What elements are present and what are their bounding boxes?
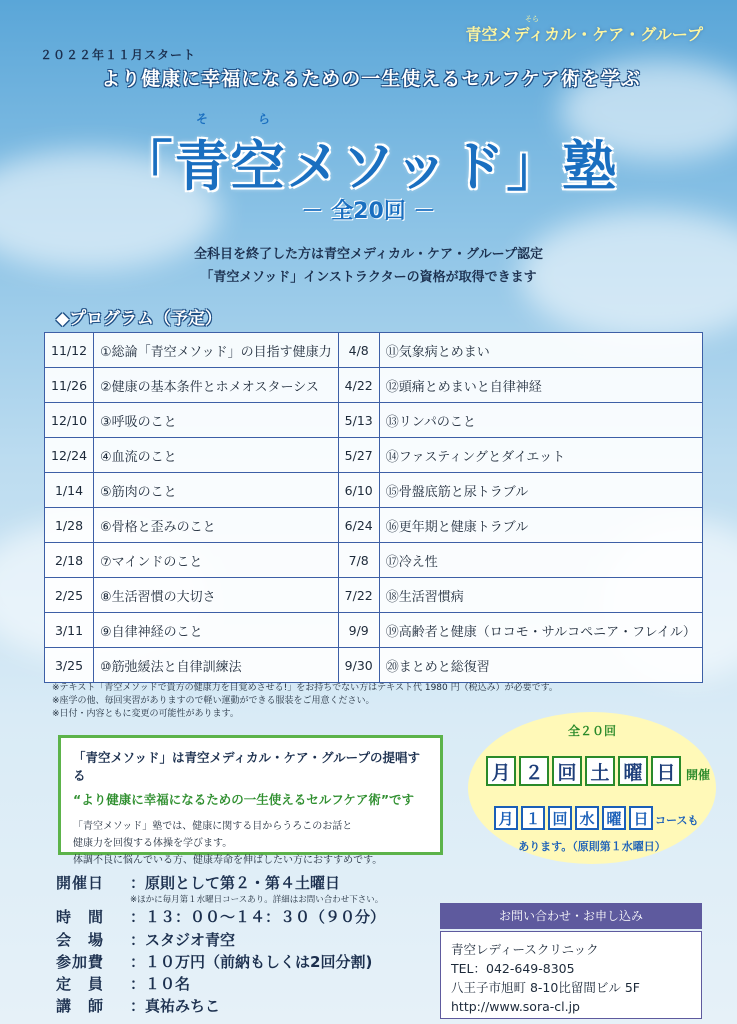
session-date: 4/8 [338, 333, 379, 368]
session-date: 7/22 [338, 578, 379, 613]
session-date: 3/25 [45, 648, 94, 683]
method-body-line: 健康力を回復する体操を学びます。 [73, 838, 233, 849]
schedule-char-box: 曜 [618, 756, 648, 786]
session-topic: ⑲高齢者と健康（ロコモ・サルコペニア・フレイル） [379, 613, 702, 648]
schedule-char-box: 日 [629, 806, 653, 830]
table-row [45, 648, 703, 683]
info-label: 講 師 [56, 997, 105, 1015]
table-row [45, 333, 703, 368]
session-date: 11/26 [45, 368, 94, 403]
session-date: 3/11 [45, 613, 94, 648]
info-date-sub: ※ほかに毎月第１水曜日コースあり。詳細はお問い合わせ下さい。 [130, 895, 384, 905]
intro-line: 全科目を終了した方は青空メディカル・ケア・グループ認定 [194, 247, 543, 262]
info-value: ：真祐みちこ [130, 997, 221, 1015]
tagline: より健康に幸福になるための一生使えるセルフケア術を学ぶ [101, 68, 641, 90]
session-topic: ⑥骨格と歪みのこと [94, 508, 339, 543]
table-row [45, 368, 703, 403]
session-date: 2/18 [45, 543, 94, 578]
table-row [45, 613, 703, 648]
method-body-line: 「青空メソッド」塾では、健康に関する目からうろこのお話と [73, 821, 353, 832]
info-capacity [56, 973, 190, 994]
intro-text [0, 243, 737, 289]
schedule-char-box: ２ [519, 756, 549, 786]
info-venue [56, 929, 235, 950]
info-value: ：１３：００～１４：３０（９０分） [130, 908, 386, 926]
table-row [45, 438, 703, 473]
session-topic: ⑧生活習慣の大切さ [94, 578, 339, 613]
session-date: 11/12 [45, 333, 94, 368]
method-line: 「青空メソッド」は青空メディカル・ケア・グループの提唱する [73, 750, 421, 783]
table-row [45, 543, 703, 578]
session-topic: ⑬リンパのこと [379, 403, 702, 438]
contact-url[interactable]: http://www.sora-cl.jp [451, 999, 580, 1014]
session-topic: ⑤筋肉のこと [94, 473, 339, 508]
session-date: 9/9 [338, 613, 379, 648]
note-line: ※テキスト「青空メソッドで貴方の健康力を目覚めさせる!」をお持ちでない方はテキスト代 1980 円（税込み）が必要です。 [52, 683, 558, 693]
session-date: 12/24 [45, 438, 94, 473]
title-ruby: そ [196, 112, 209, 126]
session-date: 5/13 [338, 403, 379, 438]
schedule-badge-top: 全２０回 [567, 724, 616, 738]
schedule-char-box: 土 [585, 756, 615, 786]
session-topic: ⑩筋弛緩法と自律訓練法 [94, 648, 339, 683]
table-row [45, 473, 703, 508]
table-row [45, 578, 703, 613]
info-time [56, 906, 385, 927]
session-date: 2/25 [45, 578, 94, 613]
schedule-char-box: 月 [486, 756, 516, 786]
schedule-row-saturday [486, 756, 681, 786]
session-topic: ⑱生活習慣病 [379, 578, 702, 613]
info-date [56, 872, 340, 893]
session-date: 1/14 [45, 473, 94, 508]
program-heading: ◆プログラム（予定） [56, 309, 222, 329]
session-topic: ⑭ファスティングとダイエット [379, 438, 702, 473]
session-date: 6/10 [338, 473, 379, 508]
schedule-char-box: 曜 [602, 806, 626, 830]
note-line: ※座学の他、毎回実習がありますので軽い運動ができる服装をご用意ください。 [52, 696, 375, 706]
schedule-char-box: 水 [575, 806, 599, 830]
session-topic: ②健康の基本条件とホメオスターシス [94, 368, 339, 403]
table-row [45, 508, 703, 543]
group-name: 青空メディカル・ケア・グループ [465, 25, 703, 44]
method-line: “より健康に幸福になるための一生使えるセルフケア術”です [73, 792, 415, 807]
page-subtitle: － 全20回 － [301, 199, 436, 224]
schedule-char-box: 月 [494, 806, 518, 830]
schedule-char-box: １ [521, 806, 545, 830]
schedule-row-wednesday [494, 806, 653, 830]
session-date: 12/10 [45, 403, 94, 438]
start-date: ２０２２年１１月スタート [40, 48, 197, 62]
program-table [44, 332, 703, 683]
session-date: 5/27 [338, 438, 379, 473]
session-topic: ⑯更年期と健康トラブル [379, 508, 702, 543]
schedule-char-box: 回 [552, 756, 582, 786]
info-label: 会 場 [56, 931, 105, 949]
session-topic: ⑦マインドのこと [94, 543, 339, 578]
session-date: 9/30 [338, 648, 379, 683]
clinic-name: 青空レディースクリニック [451, 942, 599, 957]
info-label: 時 間 [56, 908, 105, 926]
note-line: ※日付・内容ともに変更の可能性があります。 [52, 709, 239, 719]
page-title: 「青空メソッド」塾 [118, 135, 619, 198]
session-topic: ⑳まとめと総復習 [379, 648, 702, 683]
schedule-char-box: 日 [651, 756, 681, 786]
session-topic: ⑫頭痛とめまいと自律神経 [379, 368, 702, 403]
info-value: ：原則として第２・第４土曜日 [130, 874, 341, 892]
session-date: 4/22 [338, 368, 379, 403]
schedule-badge-bottom: あります。（原則第１水曜日） [518, 840, 666, 853]
table-row [45, 403, 703, 438]
intro-line: 「青空メソッド」インストラクターの資格が取得できます [200, 270, 537, 285]
session-topic: ⑪気象病とめまい [379, 333, 702, 368]
session-date: 1/28 [45, 508, 94, 543]
session-topic: ⑮骨盤底筋と尿トラブル [379, 473, 702, 508]
info-value: ：１０万円（前納もしくは2回分割) [130, 953, 373, 971]
info-label: 定 員 [56, 975, 105, 993]
session-topic: ③呼吸のこと [94, 403, 339, 438]
method-body [73, 818, 428, 869]
schedule-char-box: 回 [548, 806, 572, 830]
contact-address: 八王子市旭町 8-10比留間ビル 5F [451, 980, 640, 995]
schedule-row2-suffix: コースも [655, 814, 699, 827]
session-topic: ⑨自律神経のこと [94, 613, 339, 648]
session-date: 7/8 [338, 543, 379, 578]
info-value: ：スタジオ青空 [130, 931, 236, 949]
info-fee [56, 951, 372, 972]
session-date: 6/24 [338, 508, 379, 543]
info-label: 開催日 [56, 874, 105, 892]
contact-box [440, 931, 702, 1019]
title-ruby: ら [258, 112, 271, 126]
contact-heading: お問い合わせ・お申し込み [440, 903, 702, 929]
session-topic: ①総論「青空メソッド」の目指す健康力 [94, 333, 339, 368]
contact-tel[interactable]: TEL：042-649-8305 [451, 961, 575, 976]
schedule-row1-suffix: 開催 [686, 768, 711, 782]
session-topic: ④血流のこと [94, 438, 339, 473]
info-teacher [56, 995, 220, 1016]
info-value: ：１０名 [130, 975, 191, 993]
session-topic: ⑰冷え性 [379, 543, 702, 578]
group-name-ruby: そら [525, 15, 539, 23]
info-label: 参加費 [56, 953, 105, 971]
method-description-box [58, 735, 443, 866]
notes [52, 682, 558, 721]
method-body-line: 体調不良に悩んでいる方、健康寿命を伸ばしたい方におすすめです。 [73, 855, 383, 866]
